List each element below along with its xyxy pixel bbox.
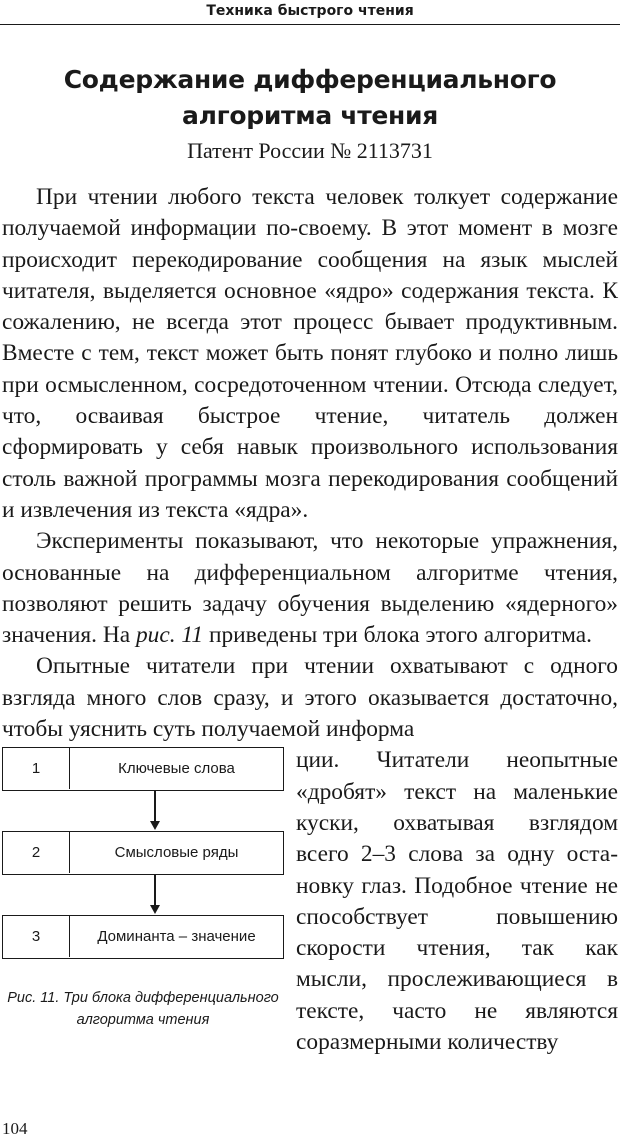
figure-reference: рис. 11 [135,622,204,649]
paragraph-2 [2,526,618,651]
paragraph-3-start: Опытные читатели при чтении охватывают с одного взгляда много слов сразу, и этого оказывается достаточно, чтобы уяснить суть получаемой информа [2,653,618,743]
paragraph-1: При чтении любого текста человек толкует содержание получаемой информации по-своему. В этот момент в мозге происходит перекодирование сообщения на язык мыслей читателя, выделяется основное «ядро» содержания текста. К сожалению, не всегда этот процесс бывает продуктивным. Вместе с тем, текст может быть понят глубоко и полно лишь при осмысленном, сосредоточенном чтении. Отсюда следует, что, осваивая быстрое чтение, читатель должен сформировать у себя навык произвольного использования столь важной программы мозга перекодирования сообщений и извлечения из текста «ядра». [2,184,618,523]
block-label: Ключевые слова [118,760,235,778]
page-number: 104 [2,1119,28,1138]
diagram-block-1 [2,747,284,791]
block-label: Доминанта – значение [97,928,256,946]
block-number: 2 [3,832,70,873]
section-title: Содержание дифференциального алгоритма чтения [63,65,557,130]
body-text [2,182,618,1069]
arrow-down-icon [150,791,160,831]
paragraph-2-tail: приведены три блока этого алгоритма. [203,622,592,649]
figure-diagram [2,747,288,1069]
diagram-block-2 [2,831,284,875]
paragraph-3-continued: ции. Читатели неопытные «дробят» текст на маленькие куски, охватывая взглядом всего 2–3 слова за одну остановку глаз. Подобное чтение не способствует повышению скорости чтения, так как мысли, прослеживающиеся в тексте, часто не являются соразмерными количеству [296,747,618,1056]
diagram-block-3 [2,915,284,959]
block-number: 1 [3,748,70,789]
patent-subtitle: Патент России № 2113731 [187,138,433,163]
figure-caption: Рис. 11. Три блока дифференциального алгоритма чтения [7,990,279,1029]
block-number: 3 [3,916,70,957]
arrow-down-icon [150,875,160,915]
block-label: Смысловые ряды [114,844,239,862]
running-head: Техника быстрого чтения [0,0,620,25]
paragraph-2-text: Эксперименты показывают, что некоторые упражнения, основанные на дифференциальном алгоритме чтения, позволяют решить задачу обучения выделению «ядерного» значения. На [2,528,618,649]
